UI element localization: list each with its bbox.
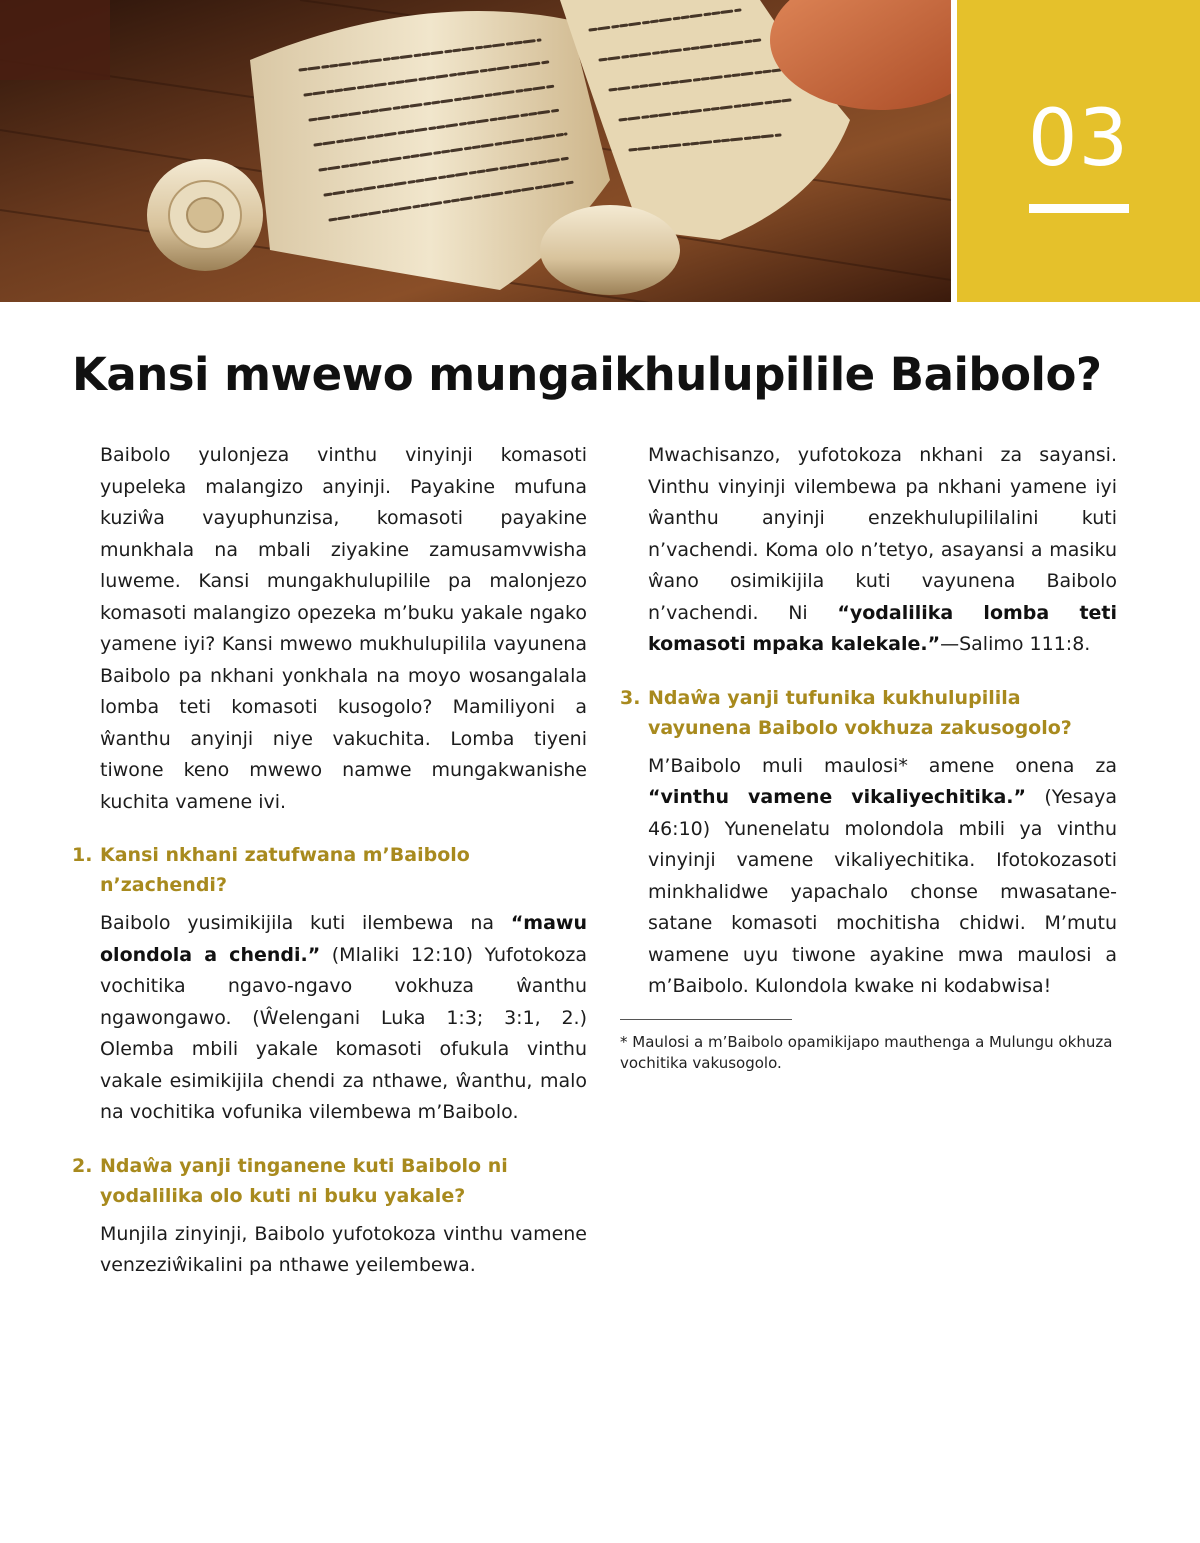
- right-column: [620, 440, 1117, 1074]
- scripture-quote: “yodalilika lomba teti komasoti mpaka kalekale.”: [648, 601, 1118, 655]
- question-text: Ndaŵa yanji tufunika kukhulupilila vayunena Baibolo vokhuza zakusogolo?: [648, 686, 1072, 739]
- footnote: * Maulosi a m’Baibolo opamikijapo mauthenga a Mulungu okhuza vochitika vakusogolo.: [620, 1032, 1113, 1072]
- scripture-quote: “vinthu vamene vikaliyechitika.”: [648, 786, 1026, 808]
- left-column: [72, 440, 587, 1282]
- section-1-paragraph: [100, 908, 587, 1129]
- question-2-heading: [72, 1151, 587, 1211]
- scrolls-illustration: [0, 0, 951, 302]
- paragraph-text: Mwachisanzo, yufotokoza nkhani za sayansi. Vinthu vinyinji vilembewa pa nkhani yamene iyi ŵanthu anyinji enzekhulupililalini kuti n’vachendi. Koma olo n’tetyo, asayansi a masiku ŵano osimikijila kuti vayunena Baibolo n’vachendi. Ni: [648, 444, 1117, 624]
- question-number: 3.: [620, 686, 641, 709]
- hero-image-scrolls: [0, 0, 951, 302]
- section-2-paragraph-start: Munjila zinyinji, Baibolo yufotokoza vinthu vamene venzeziŵikalini pa nthawe yeilembewa.: [100, 1222, 587, 1276]
- paragraph-text: Baibolo yusimikijila kuti ilembewa na: [100, 912, 511, 934]
- scripture-reference: —Salimo 111:8.: [940, 633, 1091, 655]
- question-text: Ndaŵa yanji tinganene kuti Baibolo ni yodalilika olo kuti ni buku yakale?: [100, 1154, 508, 1207]
- question-1-heading: [72, 840, 587, 900]
- question-number: 1.: [72, 844, 93, 866]
- lesson-number-box: [957, 0, 1200, 302]
- lesson-number: 03: [1027, 94, 1130, 184]
- footnote-divider: [620, 1019, 792, 1020]
- paragraph-text: (Yesaya 46:10) Yunenelatu molondola mbili ya vinthu vinyinji vamene vikaliyechitika. Ifotokozasoti minkhalidwe yapachalo chonse mwasatane-satane komasoti mochitisha chidwi. M’mutu wamene uyu tiwone ayakine mwa maulosi a m’Baibolo. Kulondola kwake ni kodabwisa!: [648, 786, 1118, 997]
- paragraph-text: (Mlaliki 12:10) Yufotokoza vochitika ngavo-ngavo vokhuza ŵanthu ngawongawo. (Ŵelengani Luka 1:3; 3:1, 2.) Olemba mbili yakale komasoti ofukula vinthu vakale esimikijila chendi za nthawe, ŵanthu, malo na vochitika vofunika vilembewa m’Baibolo.: [100, 943, 587, 1123]
- scripture-quote: “mawu olondola a chendi.”: [100, 912, 587, 966]
- intro-paragraph: Baibolo yulonjeza vinthu vinyinji komasoti yupeleka malangizo anyinji. Payakine mufuna kuziŵa vayuphunzisa, komasoti payakine munkhala na mbali ziyakine zamusamvwisha luweme. Kansi mungakhulupilile pa malonjezo komasoti malangizo opezeka m’buku yakale ngako yamene iyi? Kansi mwewo mukhulupilila vayunena Baibolo pa nkhani yonkhala na moyo wosangalala lomba teti komasoti kusogolo? Mamiliyoni a ŵanthu anyinji niye vakuchita. Lomba tiyeni tiwone keno mwewo namwe mungakwanishe kuchita vamene ivi.: [100, 444, 587, 813]
- question-text: Kansi nkhani zatufwana m’Baibolo n’zachendi?: [100, 844, 470, 896]
- question-number: 2.: [72, 1154, 93, 1177]
- section-3-paragraph: [648, 751, 1117, 1003]
- paragraph-text: M’Baibolo muli maulosi* amene onena za: [648, 754, 1117, 777]
- section-2-paragraph-continued: [648, 440, 1117, 661]
- page-title: Kansi mwewo mungaikhulupilile Baibolo?: [72, 348, 1102, 401]
- lesson-number-underline: [1029, 204, 1129, 213]
- question-3-heading: [620, 683, 1117, 743]
